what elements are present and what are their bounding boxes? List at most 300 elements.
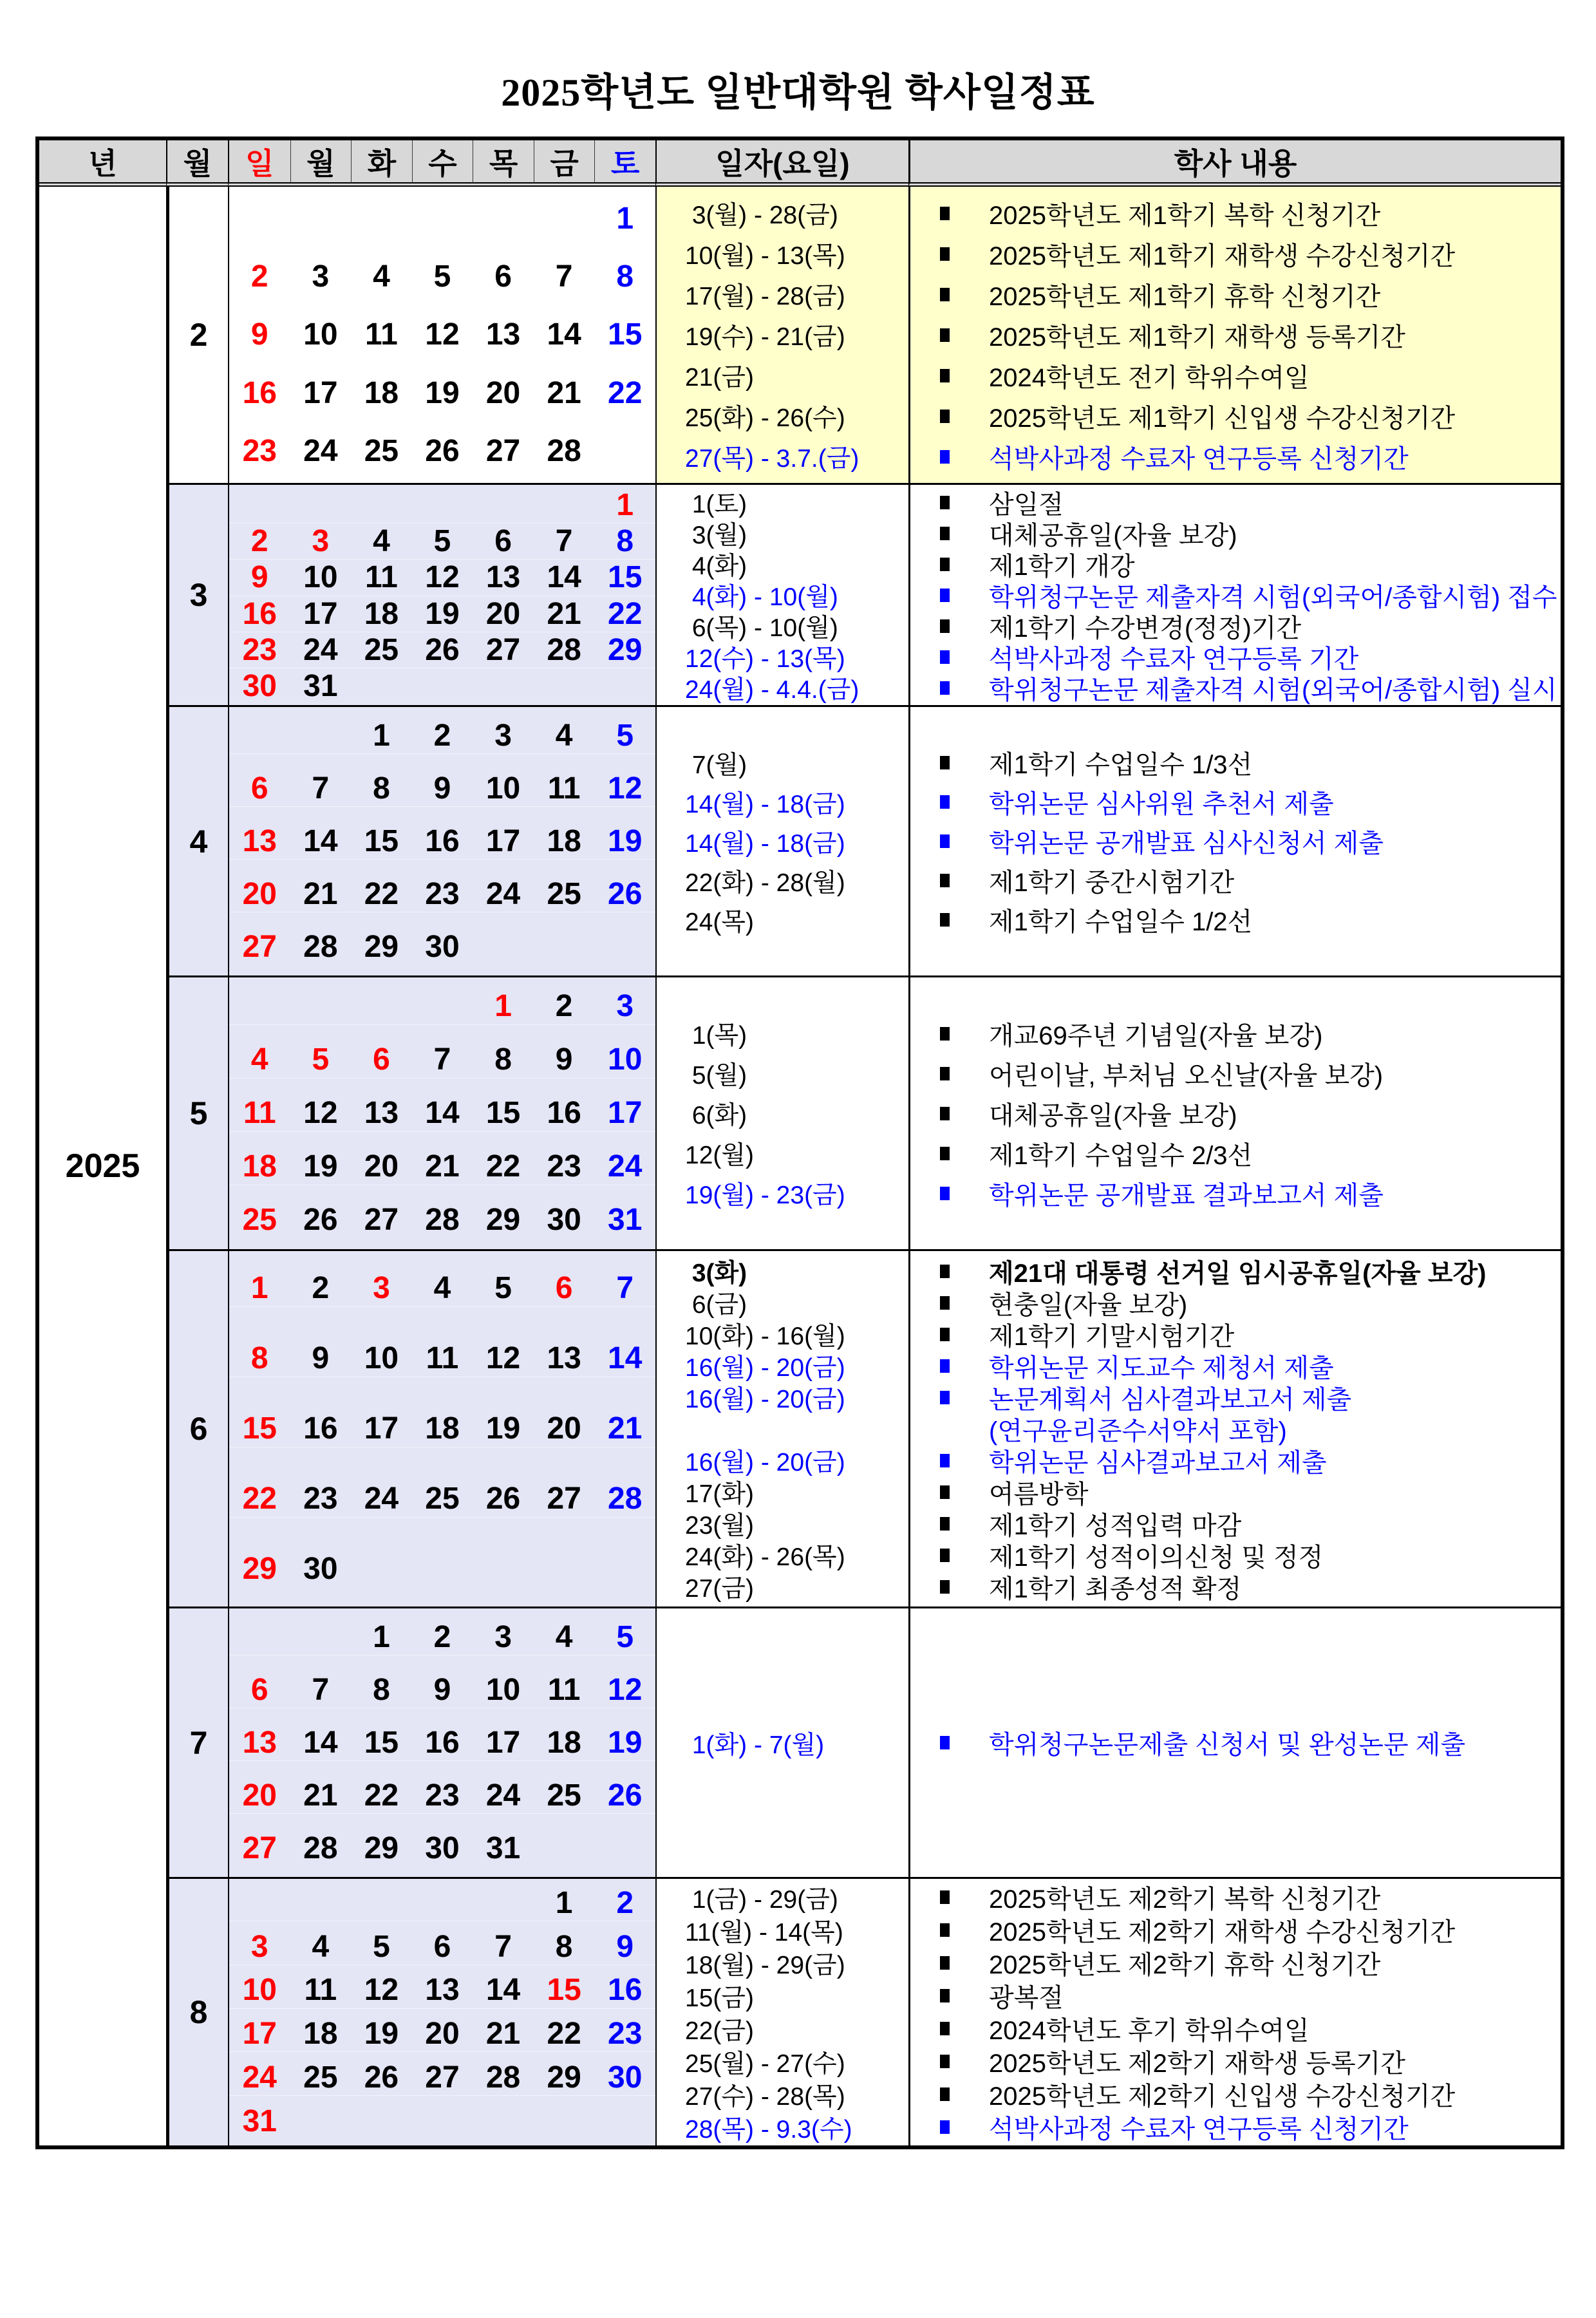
day-cell: 29 <box>242 1552 277 1587</box>
entry-text: 학위논문 지도교수 제청서 제출 <box>989 1353 1334 1382</box>
entry-text: 학위논문 심사결과보고서 제출 <box>989 1448 1327 1477</box>
entry-text: 석박사과정 수료자 연구등록 신청기간 <box>989 444 1409 473</box>
day-cell: 29 <box>485 1203 521 1238</box>
bullet-icon <box>940 1923 989 1937</box>
content-entry <box>940 861 1561 900</box>
bullet-icon <box>940 527 989 540</box>
content-entry <box>940 2045 1561 2078</box>
day-cell: 21 <box>547 375 581 410</box>
bullet-icon <box>940 795 989 809</box>
day-cell: 25 <box>425 1482 460 1516</box>
calendar-week-row <box>229 201 655 236</box>
day-cell: 10 <box>303 317 338 352</box>
day-cell: 11 <box>365 560 398 595</box>
content-entry <box>940 610 1561 641</box>
day-cell: 21 <box>425 1149 460 1184</box>
entry-text: 제1학기 최종성적 확정 <box>989 1574 1242 1603</box>
bullet-icon <box>940 1989 989 2002</box>
content-entry <box>940 2012 1561 2045</box>
content-entry <box>940 487 1561 518</box>
bullet-icon <box>940 1147 989 1160</box>
day-cell: 30 <box>303 1552 338 1587</box>
day-cell: 20 <box>547 1411 581 1446</box>
calendar-week-row <box>229 523 655 560</box>
calendar-week-row <box>229 1929 655 1965</box>
day-cell: 27 <box>485 434 521 469</box>
date-line: 3(월) - 28(금) <box>685 202 838 229</box>
date-list <box>655 975 908 1249</box>
calendar-week-row <box>229 487 655 523</box>
day-cell: 4 <box>373 259 390 294</box>
day-cell: 18 <box>242 1149 277 1184</box>
content-entry <box>940 1914 1561 1946</box>
day-cell: 15 <box>485 1096 521 1131</box>
entry-text: 대체공휴일(자율 보강) <box>989 1101 1237 1130</box>
bullet-icon <box>940 2055 989 2068</box>
bullet-icon <box>940 1265 989 1278</box>
day-cell: 25 <box>547 876 581 911</box>
calendar-week-row <box>229 596 655 632</box>
content-entry <box>940 1508 1561 1540</box>
day-cell: 9 <box>250 317 268 352</box>
calendar-week-row <box>229 317 655 352</box>
day-cell: 20 <box>485 596 521 631</box>
header-year-label: 년 <box>88 146 117 180</box>
day-cell: 5 <box>433 524 451 559</box>
bullet-icon <box>940 1296 989 1310</box>
header-day-0: 일 <box>245 147 274 180</box>
date-line: 24(목) <box>685 908 755 936</box>
day-cell: 24 <box>485 876 521 911</box>
day-cell: 18 <box>364 375 399 410</box>
header-weekdays <box>228 140 655 187</box>
header-month <box>166 140 228 187</box>
day-cell: 11 <box>304 1973 337 2008</box>
content-entry <box>940 1413 1561 1445</box>
calendar-week-row <box>229 1619 655 1655</box>
day-cell: 9 <box>250 560 268 595</box>
day-cell: 7 <box>312 1672 330 1707</box>
content-entry <box>940 900 1561 939</box>
day-cell: 11 <box>243 1096 276 1131</box>
header-day-5: 금 <box>534 140 595 183</box>
month-label: 3 <box>166 483 228 705</box>
date-line: 14(월) - 18(금) <box>685 829 845 858</box>
bullet-icon <box>940 496 989 509</box>
header-content <box>908 140 1561 187</box>
day-cell: 7 <box>555 259 573 294</box>
day-cell: 1 <box>616 488 634 522</box>
day-cell: 21 <box>547 596 581 631</box>
entry-text: 2025학년도 제1학기 재학생 등록기간 <box>989 323 1405 352</box>
day-cell: 5 <box>616 1619 634 1654</box>
entry-text: 제1학기 수업일수 1/3선 <box>989 751 1253 779</box>
day-cell: 9 <box>433 1672 451 1707</box>
entry-text: 제1학기 기말시험기간 <box>989 1322 1235 1351</box>
day-cell: 2 <box>250 259 268 294</box>
bullet-icon <box>940 247 989 261</box>
day-cell: 17 <box>303 375 338 410</box>
content-entry <box>940 1540 1561 1571</box>
calendar-week-row <box>229 771 655 807</box>
entry-text: 2025학년도 제1학기 휴학 신청기간 <box>989 282 1381 311</box>
day-cell: 30 <box>242 668 277 703</box>
day-cell: 8 <box>494 1042 512 1077</box>
day-cell: 17 <box>485 1725 521 1760</box>
calendar-week-row <box>229 1672 655 1708</box>
content-entry <box>940 1256 1561 1287</box>
day-cell: 13 <box>364 1096 399 1131</box>
day-cell: 23 <box>425 876 460 911</box>
calendar-week-row <box>229 1725 655 1761</box>
day-cell: 23 <box>303 1482 338 1516</box>
day-cell: 19 <box>425 375 460 410</box>
content-entry <box>940 234 1561 274</box>
entry-text: 제1학기 개강 <box>989 552 1135 581</box>
day-cell: 12 <box>425 560 460 595</box>
calendar-week-row <box>229 2016 655 2052</box>
month-label: 2 <box>166 187 228 483</box>
day-cell: 12 <box>485 1341 521 1376</box>
content-entry <box>940 1476 1561 1508</box>
day-cell: 31 <box>303 668 338 703</box>
date-line: 25(월) - 27(수) <box>685 2049 845 2078</box>
year-label <box>39 187 166 2145</box>
day-cell: 24 <box>364 1482 399 1516</box>
day-cell: 8 <box>373 771 390 806</box>
day-cell: 6 <box>494 524 512 559</box>
date-list <box>655 1607 908 1877</box>
header-day-3: 수 <box>412 140 473 183</box>
header-date-label: 일자(요일) <box>715 146 850 180</box>
date-line: 22(화) - 28(월) <box>685 869 845 897</box>
content-entry <box>940 518 1561 549</box>
day-cell: 16 <box>303 1411 338 1446</box>
day-cell: 4 <box>373 524 390 559</box>
date-line: 23(월) <box>685 1512 755 1540</box>
entry-text: 2025학년도 제2학기 휴학 신청기간 <box>989 1951 1381 1979</box>
day-cell: 1 <box>373 1619 390 1654</box>
day-cell: 20 <box>242 1778 277 1813</box>
day-cell: 7 <box>433 1042 451 1077</box>
day-cell: 15 <box>608 317 643 352</box>
date-line: 11(월) - 14(목) <box>685 1918 843 1946</box>
date-line: 27(목) - 3.7.(금) <box>685 445 859 473</box>
day-cell: 29 <box>364 1831 399 1865</box>
day-cell: 1 <box>494 989 512 1024</box>
content-entry <box>940 549 1561 580</box>
entry-text: 2025학년도 제1학기 재학생 수강신청기간 <box>989 241 1456 270</box>
day-cell: 30 <box>425 929 460 964</box>
day-cell: 17 <box>485 824 521 858</box>
day-cell: 17 <box>608 1096 643 1131</box>
day-cell: 12 <box>425 317 460 352</box>
day-cell: 8 <box>616 524 634 559</box>
day-cell: 30 <box>608 2060 643 2095</box>
content-entry <box>940 396 1561 437</box>
date-line: 14(월) - 18(금) <box>685 790 845 818</box>
month-label: 5 <box>166 975 228 1249</box>
date-line: 1(화) - 7(월) <box>685 1731 825 1759</box>
day-cell: 10 <box>485 771 521 806</box>
content-entry <box>940 1979 1561 2012</box>
day-cell: 15 <box>608 560 643 595</box>
entry-text: 제1학기 수업일수 2/3선 <box>989 1141 1253 1170</box>
entry-text: 2025학년도 제2학기 재학생 등록기간 <box>989 2049 1405 2078</box>
content-list <box>908 1877 1561 2145</box>
day-cell: 16 <box>425 824 460 858</box>
day-cell: 25 <box>364 434 399 469</box>
day-cell: 29 <box>608 632 643 667</box>
entry-text: 2024학년도 후기 학위수여일 <box>989 2017 1310 2045</box>
calendar-week-row <box>229 1341 655 1377</box>
day-cell: 28 <box>547 434 581 469</box>
day-cell: 1 <box>616 201 634 236</box>
day-cell: 14 <box>547 560 581 595</box>
day-cell: 10 <box>303 560 338 595</box>
day-cell: 25 <box>364 632 399 667</box>
content-entry <box>940 1013 1561 1053</box>
calendar-week-row <box>229 2104 655 2139</box>
date-list <box>655 187 908 483</box>
content-entry <box>940 782 1561 822</box>
date-list <box>655 705 908 975</box>
day-cell: 27 <box>485 632 521 667</box>
date-line: 28(목) - 9.3(수) <box>685 2115 852 2144</box>
day-cell: 10 <box>485 1672 521 1707</box>
entry-text: 2025학년도 제1학기 복학 신청기간 <box>989 201 1381 230</box>
day-cell: 14 <box>485 1973 521 2008</box>
month-calendar <box>228 705 655 975</box>
month-calendar <box>228 483 655 705</box>
bullet-icon <box>940 756 989 769</box>
day-cell: 25 <box>303 2060 338 2095</box>
date-line: 3(월) <box>685 522 747 549</box>
content-entry <box>940 1053 1561 1093</box>
date-line: 4(화) - 10(월) <box>685 583 838 611</box>
day-cell: 5 <box>433 259 451 294</box>
day-cell: 3 <box>494 1619 512 1654</box>
bullet-icon <box>940 288 989 301</box>
day-cell: 11 <box>365 317 398 352</box>
date-line: 6(목) - 10(월) <box>685 614 838 642</box>
date-line: 21(금) <box>685 364 755 391</box>
day-cell: 21 <box>303 1778 338 1813</box>
day-cell: 31 <box>608 1203 643 1238</box>
day-cell: 24 <box>303 632 338 667</box>
day-cell: 6 <box>250 771 268 806</box>
day-cell: 28 <box>608 1482 643 1516</box>
content-list <box>908 975 1561 1249</box>
calendar-week-row <box>229 1972 655 2008</box>
day-cell: 12 <box>364 1973 399 2008</box>
day-cell: 3 <box>250 1929 268 1964</box>
content-entry <box>940 1287 1561 1319</box>
day-cell: 19 <box>608 1725 643 1760</box>
day-cell: 24 <box>608 1149 643 1184</box>
content-entry <box>940 2078 1561 2111</box>
date-line: 18(월) - 29(금) <box>685 1951 845 1979</box>
bullet-icon <box>940 1328 989 1341</box>
bullet-icon <box>940 450 989 464</box>
date-line: 16(월) - 20(금) <box>685 1354 845 1382</box>
date-line: 19(수) - 21(금) <box>685 323 845 351</box>
entry-text: 제1학기 중간시험기간 <box>989 869 1235 897</box>
day-cell: 8 <box>555 1929 573 1964</box>
calendar-week-row <box>229 2060 655 2096</box>
date-line: 16(월) - 20(금) <box>685 1386 845 1413</box>
date-line: 15(금) <box>685 1984 755 2012</box>
day-cell: 24 <box>242 2060 277 2095</box>
entry-text: 논문계획서 심사결과보고서 제출 <box>989 1385 1352 1414</box>
day-cell: 3 <box>494 718 512 753</box>
day-cell: 4 <box>433 1271 451 1306</box>
day-cell: 28 <box>303 929 338 964</box>
bullet-icon <box>940 1067 989 1080</box>
day-cell: 22 <box>485 1149 521 1184</box>
day-cell: 7 <box>616 1271 634 1306</box>
day-cell: 18 <box>303 2017 338 2051</box>
day-cell: 7 <box>494 1929 512 1964</box>
content-entry <box>940 2111 1561 2144</box>
date-line: 12(월) <box>685 1142 755 1169</box>
date-line: 1(금) - 29(금) <box>685 1885 838 1914</box>
entry-text: 석박사과정 수료자 연구등록 신청기간 <box>989 2115 1409 2144</box>
header-content-label: 학사 내용 <box>1174 146 1297 180</box>
day-cell: 23 <box>425 1778 460 1813</box>
month-calendar <box>228 975 655 1249</box>
day-cell: 1 <box>250 1271 268 1306</box>
day-cell: 26 <box>303 1203 338 1238</box>
entry-text: 2025학년도 제2학기 복학 신청기간 <box>989 1885 1381 1914</box>
day-cell: 5 <box>494 1271 512 1306</box>
month-calendar <box>228 187 655 483</box>
day-cell: 2 <box>250 524 268 559</box>
bullet-icon <box>940 1107 989 1120</box>
year-value: 2025 <box>65 1147 140 1185</box>
bullet-icon <box>940 834 989 848</box>
bullet-icon <box>940 2120 989 2134</box>
header-day-6: 토 <box>594 140 655 183</box>
date-line: 17(월) - 28(금) <box>685 283 845 310</box>
content-entry <box>940 437 1561 477</box>
bullet-icon <box>940 619 989 633</box>
day-cell: 11 <box>547 1672 581 1707</box>
entry-text: 개교69주년 기념일(자율 보강) <box>989 1021 1323 1050</box>
content-entry <box>940 274 1561 315</box>
day-cell: 15 <box>364 1725 399 1760</box>
entry-text: 학위논문 공개발표 심사신청서 제출 <box>989 829 1384 858</box>
bullet-icon <box>940 650 989 664</box>
day-cell: 19 <box>485 1411 521 1446</box>
day-cell: 13 <box>485 560 521 595</box>
day-cell: 20 <box>485 375 521 410</box>
date-line: 1(토) <box>685 491 747 518</box>
day-cell: 26 <box>608 876 643 911</box>
header-day-4: 목 <box>473 140 534 183</box>
content-entry <box>940 1093 1561 1133</box>
calendar-week-row <box>229 1095 655 1131</box>
day-cell: 15 <box>364 824 399 858</box>
entry-text: 여름방학 <box>989 1480 1089 1509</box>
day-cell: 6 <box>373 1042 390 1077</box>
day-cell: 9 <box>312 1341 330 1376</box>
month-calendar <box>228 1877 655 2145</box>
day-cell: 12 <box>608 1672 643 1707</box>
entry-text: 학위청구논문 제출자격 시험(외국어/종합시험) 실시 <box>989 675 1557 704</box>
day-cell: 22 <box>608 375 643 410</box>
day-cell: 5 <box>616 718 634 753</box>
day-cell: 18 <box>547 824 581 858</box>
content-list <box>908 1249 1561 1607</box>
entry-text: 학위논문 공개발표 결과보고서 제출 <box>989 1181 1384 1210</box>
calendar-week-row <box>229 375 655 411</box>
day-cell: 17 <box>364 1411 399 1446</box>
day-cell: 17 <box>242 2017 277 2051</box>
date-line: 3(화) <box>685 1259 747 1287</box>
date-line: 24(화) - 26(목) <box>685 1543 845 1571</box>
date-list <box>655 483 908 705</box>
date-line: 6(화) <box>685 1102 747 1129</box>
calendar-week-row <box>229 1481 655 1517</box>
date-line: 27(금) <box>685 1575 755 1603</box>
day-cell: 7 <box>555 524 573 559</box>
day-cell: 22 <box>547 2017 581 2051</box>
calendar-week-row <box>229 1270 655 1306</box>
month-calendar <box>228 1249 655 1607</box>
day-cell: 9 <box>433 771 451 806</box>
day-cell: 3 <box>616 989 634 1024</box>
date-line: 19(월) - 23(금) <box>685 1182 845 1209</box>
day-cell: 18 <box>425 1411 460 1446</box>
entry-text: 2025학년도 제1학기 신입생 수강신청기간 <box>989 404 1456 433</box>
content-entry <box>940 1173 1561 1213</box>
calendar-week-row <box>229 824 655 860</box>
calendar-week-row <box>229 1042 655 1078</box>
day-cell: 15 <box>242 1411 277 1446</box>
day-cell: 1 <box>555 1885 573 1920</box>
day-cell: 19 <box>608 824 643 858</box>
calendar-week-row <box>229 1778 655 1814</box>
entry-text: 2025학년도 제2학기 신입생 수강신청기간 <box>989 2082 1456 2111</box>
day-cell: 13 <box>547 1341 581 1376</box>
entry-text: 광복절 <box>989 1984 1064 2012</box>
date-list <box>655 1249 908 1607</box>
header-day-2: 화 <box>351 140 412 183</box>
calendar-week-row <box>229 632 655 668</box>
day-cell: 18 <box>364 596 399 631</box>
bullet-icon <box>940 328 989 342</box>
day-cell: 22 <box>608 596 643 631</box>
day-cell: 23 <box>242 632 277 667</box>
date-line: 6(금) <box>685 1291 747 1319</box>
day-cell: 7 <box>312 771 330 806</box>
month-calendar <box>228 1607 655 1877</box>
content-entry <box>940 1445 1561 1476</box>
content-entry <box>940 193 1561 234</box>
month-label: 8 <box>166 1877 228 2145</box>
day-cell: 28 <box>485 2060 521 2095</box>
day-cell: 13 <box>425 1973 460 2008</box>
content-entry <box>940 315 1561 355</box>
content-entry <box>940 1571 1561 1603</box>
content-entry <box>940 1881 1561 1914</box>
calendar-week-row <box>229 1202 655 1238</box>
bullet-icon <box>940 1890 989 1904</box>
day-cell: 24 <box>303 434 338 469</box>
day-cell: 27 <box>242 929 277 964</box>
day-cell: 12 <box>608 771 643 806</box>
